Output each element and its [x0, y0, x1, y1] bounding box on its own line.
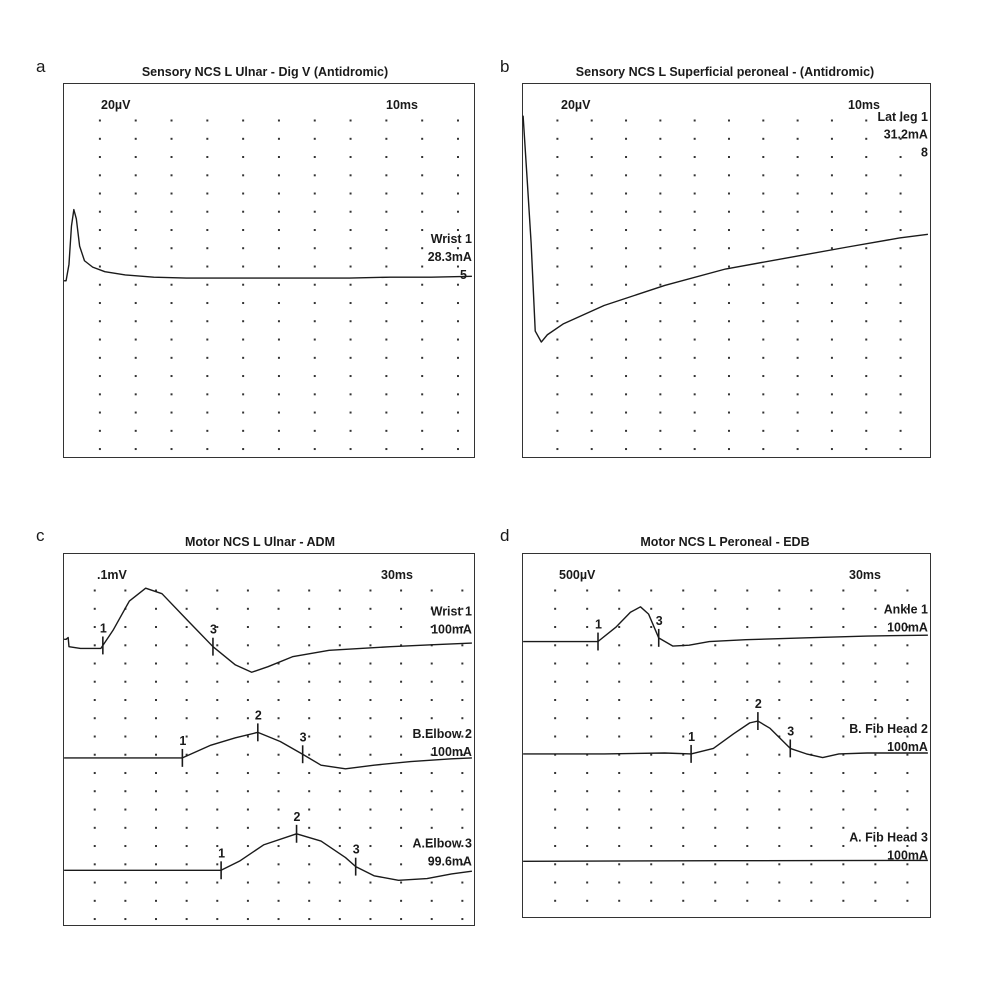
panel-d-trace-3-label-1: A. Fib Head 3	[849, 830, 928, 845]
panel-c-time-scale: 30ms	[381, 568, 413, 582]
panel-a-letter: a	[36, 57, 46, 76]
panel-c-trace-3-marker-label-1: 1	[218, 846, 226, 861]
panel-d-trace-1-label-2: 100mA	[887, 620, 928, 635]
panel-c-trace-2-marker-label-3: 3	[299, 730, 307, 745]
panel-c-amplitude-scale: .1mV	[97, 568, 127, 582]
panel-b-title: Sensory NCS L Superficial peroneal - (Antidromic)	[575, 65, 875, 79]
panel-d-frame	[522, 553, 931, 918]
panel-b-trace-1-label-2: 31.2mA	[883, 127, 928, 142]
panel-c-trace-2-label-2: 100mA	[431, 744, 472, 759]
panel-c-trace-3-label-1: A.Elbow 3	[412, 836, 472, 851]
panel-c-title: Motor NCS L Ulnar - ADM	[185, 535, 335, 549]
panel-c-trace-1-label-1: Wrist 1	[430, 604, 472, 619]
panel-d-trace-2-label-1: B. Fib Head 2	[849, 722, 928, 737]
panel-a-time-scale: 10ms	[386, 98, 418, 112]
panel-a-frame	[63, 83, 475, 458]
panel-d-trace-3-label-2: 100mA	[887, 848, 928, 863]
panel-c-trace-3	[64, 834, 472, 881]
panel-d-title: Motor NCS L Peroneal - EDB	[640, 535, 810, 549]
panel-b-trace-1-label-1: Lat leg 1	[877, 109, 928, 124]
panel-d-trace-1-marker-label-1: 1	[595, 617, 602, 632]
panel-b-letter: b	[500, 57, 510, 76]
panel-d-trace-3	[523, 860, 928, 861]
panel-c-trace-3-marker-label-3: 3	[352, 842, 360, 857]
panel-d-trace-1-marker-label-3: 3	[655, 613, 663, 628]
panel-d-trace-1-label-1: Ankle 1	[883, 602, 928, 617]
panel-d-trace-2-label-2: 100mA	[887, 739, 928, 754]
panel-d-trace-2-marker-label-3: 3	[787, 724, 795, 739]
panel-c-trace-3-label-2: 99.6mA	[427, 854, 472, 869]
panel-a-trace-1-label-2: 28.3mA	[427, 250, 472, 265]
panel-a-plot	[64, 84, 474, 457]
panel-b-time-scale: 10ms	[848, 98, 880, 112]
panel-d-trace-2-marker-label-2: 2	[754, 697, 762, 712]
panel-c-trace-3-marker-label-2: 2	[293, 809, 301, 824]
panel-a-trace-1-label-3: 5	[460, 267, 467, 282]
panel-d-plot	[523, 554, 930, 917]
panel-a-title: Sensory NCS L Ulnar - Dig V (Antidromic)	[141, 65, 389, 79]
grid-dots	[99, 120, 459, 451]
panel-b-trace-1	[523, 116, 928, 342]
panel-d-amplitude-scale: 500µV	[559, 568, 596, 582]
panel-c-trace-2	[64, 732, 472, 769]
panel-a-trace-1	[64, 210, 472, 281]
panel-c-trace-2-marker-label-1: 1	[179, 733, 187, 748]
panel-d-letter: d	[500, 526, 510, 545]
panel-c-trace-1-marker-label-1: 1	[99, 621, 107, 636]
panel-b-amplitude-scale: 20µV	[561, 98, 591, 112]
panel-c-trace-1	[64, 588, 472, 672]
panel-c-plot	[64, 554, 474, 925]
panel-c-trace-2-label-1: B.Elbow 2	[412, 727, 472, 742]
panel-c-trace-1-label-2: 100mA	[431, 622, 472, 637]
panel-c-frame	[63, 553, 475, 926]
panel-c-trace-1-marker-label-3: 3	[209, 622, 217, 637]
panel-a-amplitude-scale: 20µV	[101, 98, 131, 112]
panel-c-letter: c	[36, 526, 45, 545]
grid-dots	[556, 120, 901, 451]
panel-b-plot	[523, 84, 930, 457]
panel-b-trace-1-label-3: 8	[920, 145, 928, 160]
panel-d-time-scale: 30ms	[849, 568, 881, 582]
panel-c-trace-2-marker-label-2: 2	[254, 708, 262, 723]
panel-d-trace-2-marker-label-1: 1	[688, 729, 696, 744]
panel-a-trace-1-label-1: Wrist 1	[430, 232, 472, 247]
panel-d-trace-1	[523, 607, 928, 646]
panel-b-frame	[522, 83, 931, 458]
